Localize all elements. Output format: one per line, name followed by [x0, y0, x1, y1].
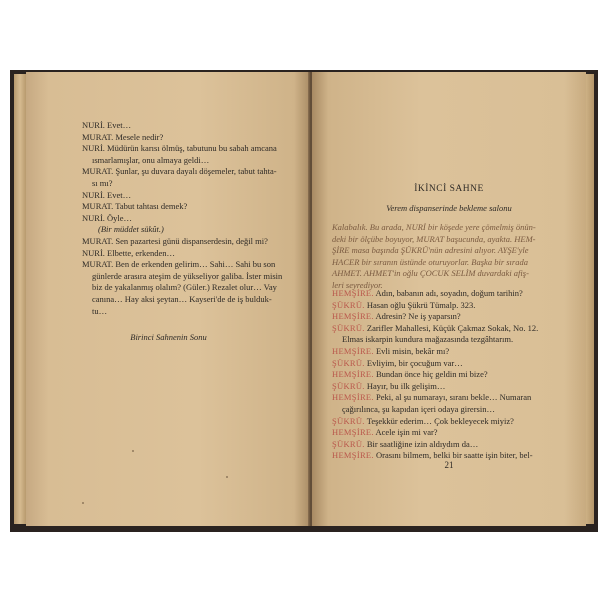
dialogue-line: MURAT. Mesele nedir? — [82, 131, 164, 142]
left-page-dialogue — [82, 120, 297, 317]
dialogue-line: MURAT. Şunlar, şu duvara dayalı döşemeler, tabut tahta- — [82, 166, 277, 177]
speaker-name: HEMŞİRE. — [332, 288, 374, 298]
dialogue-line: tu… — [92, 305, 108, 316]
speaker-name: ŞÜKRÜ. — [332, 357, 365, 368]
scene-title: İKİNCİ SAHNE — [414, 184, 484, 194]
scene-end-note: Birinci Sahnenin Sonu — [130, 332, 207, 342]
dialogue-line: ŞÜKRÜ. Evliyim, bir çocuğum var… — [332, 357, 463, 368]
speaker-name: ŞÜKRÜ. — [332, 299, 365, 310]
speaker-name: HEMŞİRE. — [332, 311, 374, 322]
dialogue-line: MURAT. Tabut tahtası demek? — [82, 201, 188, 212]
dialogue-line: HEMŞİRE. Orasını bilmem, belki bir saatte işin biter, bel- — [332, 450, 533, 461]
page-edges-right — [586, 74, 594, 524]
paper-speck — [132, 450, 134, 452]
dialogue-line: HEMŞİRE. Bundan önce hiç geldin mi bize? — [332, 369, 488, 380]
speaker-name: HEMŞİRE. — [332, 345, 374, 356]
dialogue-line: ŞÜKRÜ. Hayır, bu ilk gelişim… — [332, 380, 446, 391]
dialogue-line: ŞÜKRÜ. Bir saatliğine izin aldıydım da… — [332, 438, 479, 449]
dialogue-line: HEMŞİRE. Acele işin mi var? — [332, 427, 438, 438]
dialogue-line: çağırılınca, şu kapıdan içeri odaya girersin… — [342, 403, 495, 414]
right-page — [312, 72, 586, 526]
stage-direction-line: Kalabalık. Bu arada, NURİ bir köşede yere çömelmiş önün- — [332, 222, 536, 232]
dialogue-line: NURİ. Evet… — [82, 120, 132, 130]
scene-subtitle: Verem dispanserinde bekleme salonu — [386, 203, 512, 213]
stage-direction-line: ŞİRE masa başında ŞÜKRÜ'nün adresini alıyor. AYŞE'yle — [332, 245, 529, 256]
dialogue-line: HEMŞİRE. Adın, babanın adı, soyadın, doğum tarihin? — [332, 288, 523, 298]
dialogue-line: NURİ. Evet… — [82, 189, 132, 200]
speaker-name: ŞÜKRÜ. — [332, 380, 365, 391]
dialogue-line: canına… Hay aksi şeytan… Kayseri'de de iş bulduk- — [92, 293, 272, 304]
paper-speck — [82, 502, 84, 504]
speaker-name: ŞÜKRÜ. — [332, 322, 365, 333]
left-page — [26, 72, 311, 526]
stage-direction-line: leri seyrediyor. — [332, 279, 383, 290]
dialogue-line: ŞÜKRÜ. Teşekkür ederim… Çok bekleyecek miyiz? — [332, 415, 514, 426]
dialogue-line: sı mı? — [92, 177, 113, 188]
dialogue-line: NURİ. Öyle… — [82, 212, 133, 223]
speaker-name: ŞÜKRÜ. — [332, 438, 365, 449]
stage-direction-line: AHMET. AHMET'in oğlu ÇOCUK SELİM duvardaki afiş- — [332, 268, 529, 279]
speaker-name: ŞÜKRÜ. — [332, 415, 365, 426]
speaker-name: HEMŞİRE. — [332, 369, 374, 380]
dialogue-line: MURAT. Sen pazartesi günü dispanserdesin, değil mi? — [82, 235, 268, 246]
page-number: 21 — [444, 460, 454, 470]
dialogue-line: ŞÜKRÜ. Zarifler Mahallesi, Küçük Çakmaz Sokak, No. 12. — [332, 322, 539, 333]
paper-speck — [226, 476, 228, 478]
dialogue-line: MURAT. Ben de erkenden gelirim… Sahi… Sahi bu son — [82, 259, 276, 270]
speaker-name: HEMŞİRE. — [332, 392, 374, 403]
speaker-name: HEMŞİRE. — [332, 427, 374, 438]
dialogue-line: NURİ. Müdürün karısı ölmüş, tabutunu bu sabah amcana — [82, 143, 277, 154]
stage-direction: (Bir müddet sükût.) — [98, 224, 164, 235]
dialogue-line: NURİ. Elbette, erkenden… — [82, 247, 175, 258]
stage-direction-line: HACER bir sıranın üstünde oturuyorlar. Başka bir sırada — [332, 256, 528, 267]
dialogue-line: HEMŞİRE. Peki, al şu numarayı, sıranı bekle… Numaran — [332, 392, 532, 403]
dialogue-line: ısmarlamışlar, onu almaya geldi… — [92, 154, 210, 165]
stage-directions — [332, 222, 570, 292]
stage-direction-line: deki bir ölçübe boyuyor, MURAT başucunda, ayakta. HEM- — [332, 233, 536, 244]
dialogue-line: biz de yakalanmış olalım? (Güler.) Rezalet olur… Vay — [92, 282, 277, 293]
page-edges-left — [14, 74, 26, 524]
dialogue-line: ŞÜKRÜ. Hasan oğlu Şükrü Tümalp. 323. — [332, 299, 476, 310]
dialogue-line: HEMŞİRE. Evli misin, bekâr mı? — [332, 345, 450, 356]
dialogue-line: Elmas iskarpin kundura mağazasında tezgâhtarım. — [342, 334, 514, 345]
dialogue-line: HEMŞİRE. Adresin? Ne iş yaparsın? — [332, 311, 461, 322]
speaker-name: HEMŞİRE. — [332, 450, 374, 461]
right-page-dialogue — [332, 288, 562, 462]
dialogue-line: günlerde arasıra ateşim de yükseliyor galiba. İster misin — [92, 270, 283, 281]
